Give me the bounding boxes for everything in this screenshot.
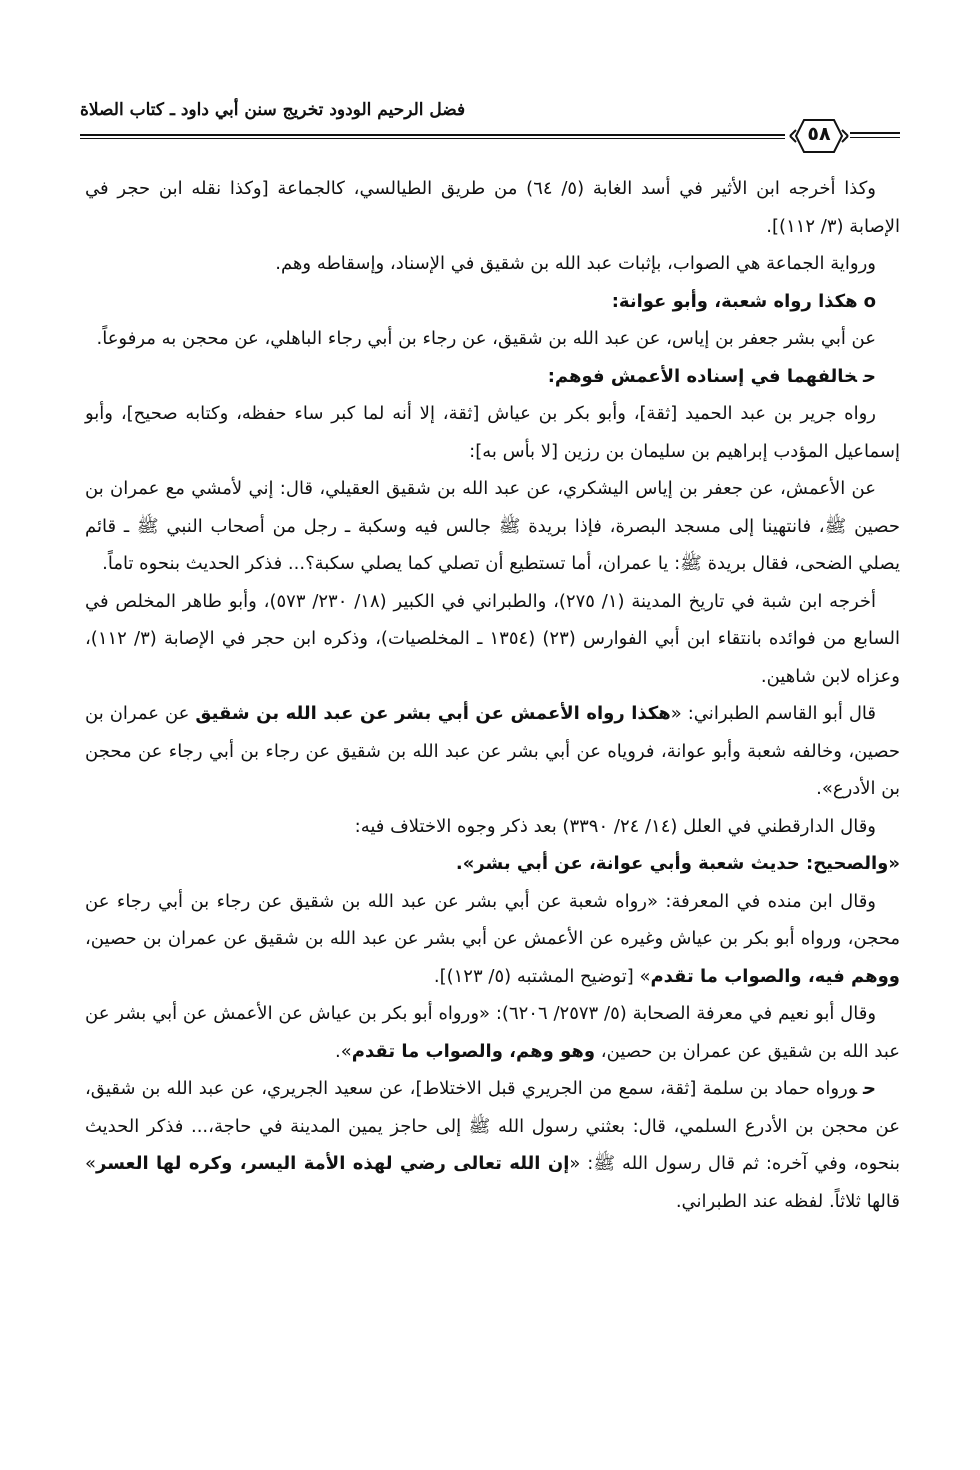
bullet-heading bbox=[85, 283, 900, 321]
bold-paragraph bbox=[85, 845, 900, 883]
heading-text: خالفهما في إسناده الأعمش فوهم: bbox=[547, 365, 858, 387]
bold-quote: إن الله تعالى رضي لهذه الأمة اليسر، وكره لها العسر bbox=[96, 1153, 570, 1174]
paragraph: وكذا أخرجه ابن الأثير في أسد الغابة (٥/ ٦٤) من طريق الطيالسي، كالجماعة [وكذا نقله ابن حجر في الإصابة (٣/ ١١٢)]. bbox=[85, 178, 900, 237]
heading-text: هكذا رواه شعبة، وأبو عوانة: bbox=[611, 290, 858, 312]
bold-quote: ووهم فيه، والصواب ما تقدم bbox=[650, 965, 900, 987]
header-rule-right-thin bbox=[850, 137, 900, 138]
paragraph bbox=[85, 995, 900, 1070]
bullet-heading bbox=[85, 358, 900, 396]
text-run: ورواه حماد بن سلمة [ثقة، سمع من الجريري قبل الاختلاط]، عن سعيد الجريري، عن عبد الله بن شقيق، عن محجن بن الأدرع السلمي، قال: بعثني رسول الله ﷺ إلى حاجز يمين المدينة في حاجة،... فذكر الحديث بنحوه، وفي آخره: ثم قال رسول الله ﷺ: « bbox=[85, 1078, 900, 1174]
bullet-marker: o bbox=[863, 290, 876, 312]
header-rule-right bbox=[850, 132, 900, 134]
paragraph: وقال الدارقطني في العلل (١٤/ ٢٤/ ٣٣٩٠) بعد ذكر وجوه الاختلاف فيه: bbox=[354, 815, 876, 837]
paragraph: أخرجه ابن شبة في تاريخ المدينة (١/ ٢٧٥)، والطبراني في الكبير (١٨/ ٢٣٠/ ٥٧٣)، وأبو طاهر المخلص في السابع من فوائده بانتقاء ابن أبي الفوارس (٢٣) (١٣٥٤ ـ المخلصيات)، وذكره ابن حجر في الإصابة (٣/ ١١٢)، وعزاه لابن شاهين. bbox=[85, 590, 900, 687]
book-title: فضل الرحيم الودود تخريج سنن أبي داود ـ كتاب الصلاة bbox=[80, 100, 466, 120]
paragraph bbox=[85, 1070, 900, 1220]
bullet-marker: ح bbox=[863, 365, 876, 387]
paragraph bbox=[85, 883, 900, 996]
header-rule-thin bbox=[80, 138, 785, 139]
paragraph bbox=[85, 695, 900, 808]
text-run: قال أبو القاسم الطبراني: « bbox=[670, 703, 876, 724]
paragraph: عن الأعمش، عن جعفر بن إياس اليشكري، عن عبد الله بن شقيق العقيلي، قال: إني لأمشي مع عمران بن حصين ﷺ، فانتهينا إلى مسجد البصرة، فإذا بريدة ﷺ جالس فيه وسكبة ـ رجل من أصحاب النبي ﷺ ـ قائم يصلي الضحى، فقال بريدة ﷺ: يا عمران، أما تستطيع أن تصلي كما يصلي سكبة؟... فذكر الحديث بنحوه تاماً. bbox=[85, 478, 900, 574]
bold-quote: هكذا رواه الأعمش عن أبي بشر عن عبد الله بن شقيق bbox=[195, 703, 671, 724]
text-run: ». bbox=[335, 1040, 352, 1062]
running-header bbox=[80, 92, 900, 145]
paragraph: ورواية الجماعة هي الصواب، بإثبات عبد الله بن شقيق في الإسناد، وإسقاطه وهم. bbox=[275, 253, 876, 274]
bullet-marker: ح bbox=[863, 1078, 876, 1099]
page-number: ٥٨ bbox=[807, 123, 831, 145]
text-run: وقال ابن منده في المعرفة: «رواه شعبة عن أبي بشر عن عبد الله بن شقيق عن رجاء بن أبي رجاء عن محجن، ورواه أبو بكر بن عياش وغيره عن الأعمش عن أبي بشر عن عبد الله بن شقيق عن عمران بن حصين، bbox=[85, 890, 900, 949]
paragraph: رواه جرير بن عبد الحميد [ثقة]، وأبو بكر بن عياش [ثقة، إلا أنه لما كبر ساء حفظه، وكتابه صحيح]، وأبو إسماعيل المؤدب إبراهيم بن سليمان بن رزين [لا بأس به]: bbox=[85, 403, 900, 462]
text-run: عن عمران بن حصين، وخالفه شعبة وأبو عوانة، فروياه عن أبي بشر عن عبد الله بن شقيق عن رجاء بن أبي رجاء عن محجن بن الأدرع». bbox=[85, 703, 900, 799]
text-run: » قالها ثلاثاً. لفظه عند الطبراني. bbox=[85, 1153, 900, 1212]
text-run: وقال أبو نعيم في معرفة الصحابة (٥/ ٢٥٧٣/ ٦٢٠٦): «ورواه أبو بكر بن عياش عن الأعمش عن أبي بشر عن عبد الله بن شقيق عن عمران بن حصين، bbox=[85, 1003, 900, 1062]
main-text bbox=[85, 170, 900, 1420]
header-rule bbox=[80, 134, 785, 136]
paragraph: عن أبي بشر جعفر بن إياس، عن عبد الله بن شقيق، عن رجاء بن أبي رجاء الباهلي، عن محجن به مرفوعاً. bbox=[96, 328, 876, 349]
bold-quote: وهو وهم، والصواب ما تقدم bbox=[351, 1040, 596, 1062]
text-run: » [توضيح المشتبه (٥/ ١٢٣)]. bbox=[433, 965, 651, 987]
bold-quote: «والصحيح: حديث شعبة وأبي عوانة، عن أبي بشر». bbox=[455, 853, 900, 874]
page-number-badge bbox=[788, 114, 850, 158]
